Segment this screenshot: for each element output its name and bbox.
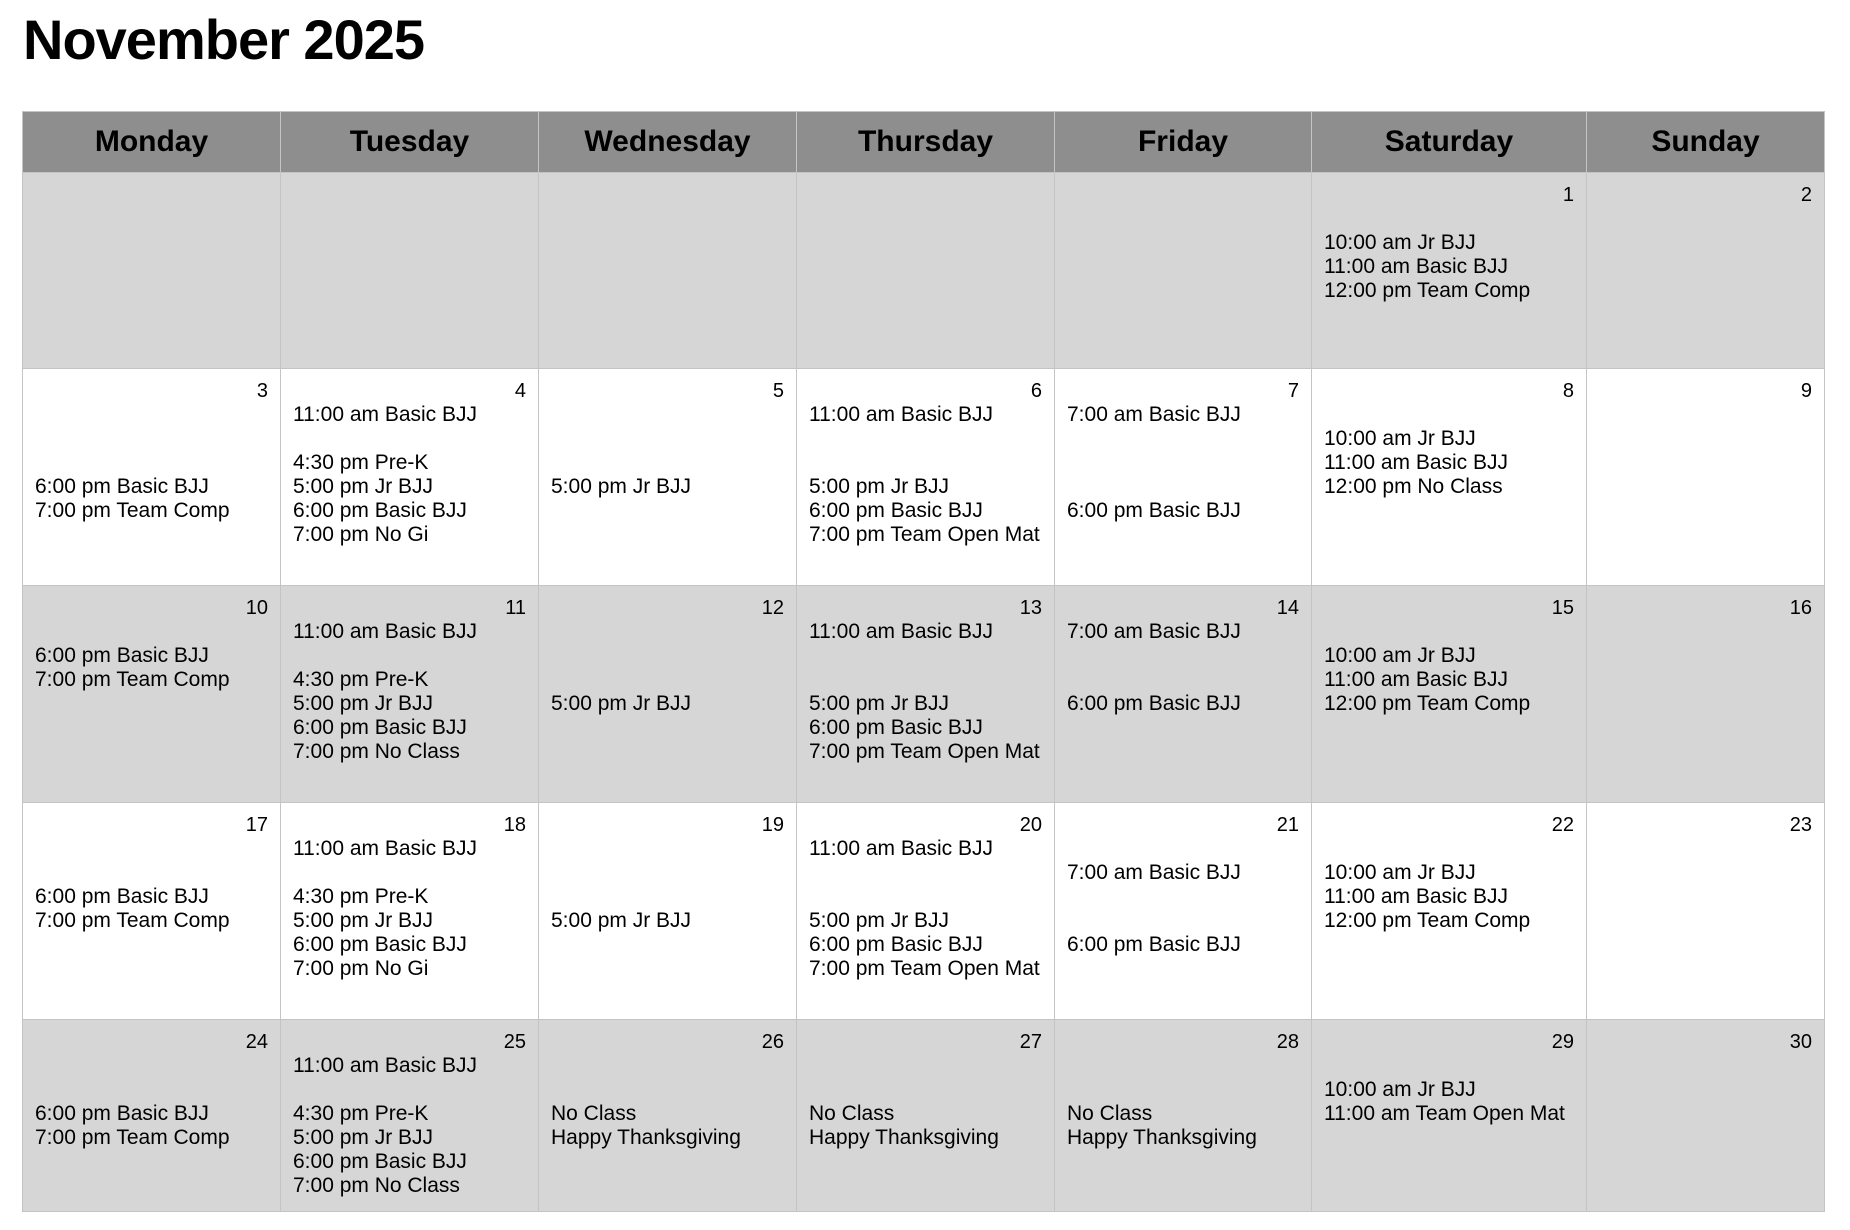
class-entry: 10:00 am Jr BJJ [1324,231,1476,254]
blank-line [551,837,786,861]
blank-line [551,427,786,451]
blank-line [35,837,270,861]
class-entry: 5:00 pm Jr BJJ [293,475,434,498]
day-number: 20 [1019,814,1042,836]
day-number: 19 [761,814,784,836]
week-row [23,1020,1825,1212]
day-cell-friday [1055,173,1312,369]
day-number: 16 [1789,597,1812,619]
class-entry: 10:00 am Jr BJJ [1324,644,1476,667]
blank-line [809,885,1044,909]
class-entry: 5:00 pm Jr BJJ [809,909,950,932]
class-entry: 6:00 pm Basic BJJ [809,933,983,956]
blank-line [551,668,786,692]
event-list [797,620,1054,764]
day-cell-saturday [1312,1020,1587,1212]
day-cell-monday [23,586,281,803]
class-entry: 7:00 pm No Gi [293,523,429,546]
weekday-header-saturday: Saturday [1312,112,1587,173]
blank-line [1067,668,1301,692]
class-entry: 5:00 pm Jr BJJ [293,909,434,932]
day-number [539,173,796,207]
class-entry: 10:00 am Jr BJJ [1324,427,1476,450]
class-entry: 5:00 pm Jr BJJ [551,475,692,498]
class-entry: 11:00 am Basic BJJ [809,403,994,426]
blank-line [809,668,1044,692]
class-entry: 6:00 pm Basic BJJ [1067,933,1241,956]
class-entry: Happy Thanksgiving [1067,1126,1257,1149]
day-cell-sunday [1587,803,1825,1020]
event-list [281,837,538,981]
class-entry: 7:00 pm No Class [293,1174,460,1197]
class-entry: 6:00 pm Basic BJJ [809,716,983,739]
day-number: 8 [1562,380,1574,402]
event-list [1055,620,1311,716]
event-list [797,403,1054,547]
class-entry: 6:00 pm Basic BJJ [293,1150,467,1173]
blank-line [35,1078,270,1102]
blank-line [551,1054,786,1078]
event-list [1312,837,1586,933]
event-list [1055,403,1311,523]
day-number: 10 [245,597,268,619]
day-number: 5 [772,380,784,402]
blank-line [1324,207,1576,231]
class-entry: Happy Thanksgiving [551,1126,741,1149]
blank-line [35,620,270,644]
day-number: 27 [1019,1031,1042,1053]
class-entry: 7:00 pm No Gi [293,957,429,980]
day-cell-tuesday [281,369,539,586]
day-number: 7 [1287,380,1299,402]
day-number: 9 [1800,380,1812,402]
class-entry: 7:00 pm Team Comp [35,1126,230,1149]
page-title: November 2025 [23,8,425,71]
class-entry: 6:00 pm Basic BJJ [293,499,467,522]
blank-line [293,644,528,668]
event-list [1312,620,1586,716]
blank-line [293,861,528,885]
class-entry: 4:30 pm Pre-K [293,668,429,691]
day-number: 26 [761,1031,784,1053]
day-cell-friday [1055,369,1312,586]
blank-line [809,1054,1044,1078]
event-list [1055,837,1311,957]
day-number [23,173,280,207]
day-cell-thursday [797,173,1055,369]
class-entry: 4:30 pm Pre-K [293,451,429,474]
blank-line [1067,837,1301,861]
day-cell-sunday [1587,1020,1825,1212]
day-number: 18 [503,814,526,836]
class-entry: 10:00 am Jr BJJ [1324,1078,1476,1101]
class-entry: 7:00 pm Team Comp [35,668,230,691]
day-cell-tuesday [281,803,539,1020]
weekday-header-thursday: Thursday [797,112,1055,173]
event-list [539,403,796,499]
class-entry: 11:00 am Basic BJJ [293,837,478,860]
day-cell-friday [1055,803,1312,1020]
class-entry: 6:00 pm Basic BJJ [35,475,209,498]
calendar-grid [22,111,1825,1212]
blank-line [35,403,270,427]
weekday-header-wednesday: Wednesday [539,112,797,173]
blank-line [809,644,1044,668]
class-entry: 6:00 pm Basic BJJ [809,499,983,522]
day-cell-monday [23,173,281,369]
event-list [797,1054,1054,1150]
class-entry: 7:00 am Basic BJJ [1067,620,1241,643]
class-entry: 11:00 am Basic BJJ [293,1054,478,1077]
class-entry: 7:00 am Basic BJJ [1067,861,1241,884]
day-number: 14 [1276,597,1299,619]
day-cell-monday [23,369,281,586]
day-number: 3 [256,380,268,402]
day-cell-thursday [797,803,1055,1020]
day-number: 1 [1562,184,1574,206]
day-number: 13 [1019,597,1042,619]
class-entry: 5:00 pm Jr BJJ [293,692,434,715]
class-entry: No Class [809,1102,895,1125]
class-entry: 6:00 pm Basic BJJ [1067,692,1241,715]
day-number: 30 [1789,1031,1812,1053]
day-cell-wednesday [539,369,797,586]
class-entry: 6:00 pm Basic BJJ [35,644,209,667]
class-entry: 11:00 am Basic BJJ [293,620,478,643]
day-cell-saturday [1312,803,1587,1020]
event-list [23,1054,280,1150]
class-entry: 12:00 pm Team Comp [1324,692,1531,715]
blank-line [551,885,786,909]
day-number: 15 [1551,597,1574,619]
event-list [23,837,280,933]
day-cell-sunday [1587,173,1825,369]
day-number: 23 [1789,814,1812,836]
class-entry: 7:00 am Basic BJJ [1067,403,1241,426]
day-number: 11 [505,597,526,619]
day-cell-monday [23,1020,281,1212]
blank-line [551,644,786,668]
day-cell-wednesday [539,173,797,369]
day-number: 25 [503,1031,526,1053]
weekday-header-tuesday: Tuesday [281,112,539,173]
blank-line [1067,1078,1301,1102]
class-entry: 12:00 pm Team Comp [1324,909,1531,932]
blank-line [1067,475,1301,499]
event-list [281,1054,538,1198]
day-number: 17 [245,814,268,836]
day-number [281,173,538,207]
class-entry: 7:00 pm Team Open Mat [809,957,1040,980]
event-list [1312,207,1586,303]
class-entry: 6:00 pm Basic BJJ [35,1102,209,1125]
day-cell-saturday [1312,586,1587,803]
day-cell-sunday [1587,369,1825,586]
class-entry: 4:30 pm Pre-K [293,1102,429,1125]
class-entry: 6:00 pm Basic BJJ [293,716,467,739]
class-entry: 6:00 pm Basic BJJ [35,885,209,908]
day-cell-tuesday [281,173,539,369]
class-entry: 11:00 am Basic BJJ [293,403,478,426]
class-entry: 10:00 am Jr BJJ [1324,861,1476,884]
weekday-header-row [23,112,1825,173]
day-cell-wednesday [539,1020,797,1212]
blank-line [1324,837,1576,861]
day-number [797,173,1054,207]
event-list [1312,1054,1586,1126]
class-entry: 11:00 am Basic BJJ [1324,668,1509,691]
event-list [539,837,796,933]
blank-line [1324,403,1576,427]
blank-line [293,1078,528,1102]
day-number: 6 [1030,380,1042,402]
day-cell-thursday [797,369,1055,586]
day-number: 29 [1551,1031,1574,1053]
weekday-header-sunday: Sunday [1587,112,1825,173]
blank-line [293,427,528,451]
day-cell-tuesday [281,1020,539,1212]
blank-line [1067,451,1301,475]
class-entry: 5:00 pm Jr BJJ [809,692,950,715]
day-cell-wednesday [539,803,797,1020]
blank-line [1067,909,1301,933]
class-entry: No Class [1067,1102,1153,1125]
day-cell-monday [23,803,281,1020]
event-list [797,837,1054,981]
day-cell-thursday [797,586,1055,803]
class-entry: 11:00 am Basic BJJ [1324,255,1509,278]
week-row [23,586,1825,803]
event-list [281,403,538,547]
blank-line [551,403,786,427]
day-number: 22 [1551,814,1574,836]
weekday-header-monday: Monday [23,112,281,173]
blank-line [551,451,786,475]
class-entry: 11:00 am Basic BJJ [1324,885,1509,908]
day-cell-thursday [797,1020,1055,1212]
class-entry: 7:00 pm No Class [293,740,460,763]
class-entry: 11:00 am Basic BJJ [809,620,994,643]
week-row [23,803,1825,1020]
blank-line [35,1054,270,1078]
event-list [1312,403,1586,499]
day-cell-tuesday [281,586,539,803]
blank-line [551,620,786,644]
day-cell-saturday [1312,369,1587,586]
blank-line [551,861,786,885]
class-entry: 11:00 am Basic BJJ [1324,451,1509,474]
class-entry: 5:00 pm Jr BJJ [551,692,692,715]
event-list [281,620,538,764]
class-entry: No Class [551,1102,637,1125]
class-entry: 6:00 pm Basic BJJ [1067,499,1241,522]
class-entry: 12:00 pm Team Comp [1324,279,1531,302]
day-number: 12 [761,597,784,619]
class-entry: 7:00 pm Team Comp [35,499,230,522]
week-row [23,369,1825,586]
blank-line [1067,885,1301,909]
class-entry: 11:00 am Basic BJJ [809,837,994,860]
day-number [1055,173,1311,207]
blank-line [1324,1054,1576,1078]
class-entry: 4:30 pm Pre-K [293,885,429,908]
class-entry: 7:00 pm Team Open Mat [809,523,1040,546]
week-row [23,173,1825,369]
event-list [1055,1054,1311,1150]
class-entry: 5:00 pm Jr BJJ [809,475,950,498]
event-list [23,403,280,523]
blank-line [809,427,1044,451]
blank-line [809,1078,1044,1102]
day-cell-sunday [1587,586,1825,803]
class-entry: 7:00 pm Team Comp [35,909,230,932]
day-number: 21 [1276,814,1299,836]
event-list [23,620,280,692]
class-entry: 5:00 pm Jr BJJ [551,909,692,932]
blank-line [809,861,1044,885]
class-entry: 7:00 pm Team Open Mat [809,740,1040,763]
day-cell-saturday [1312,173,1587,369]
blank-line [809,451,1044,475]
class-entry: 6:00 pm Basic BJJ [293,933,467,956]
blank-line [1067,427,1301,451]
day-number: 24 [245,1031,268,1053]
class-entry: 11:00 am Team Open Mat [1324,1102,1565,1125]
class-entry: 12:00 pm No Class [1324,475,1503,498]
day-cell-friday [1055,1020,1312,1212]
day-number: 28 [1276,1031,1299,1053]
blank-line [35,427,270,451]
day-number: 2 [1800,184,1812,206]
class-entry: Happy Thanksgiving [809,1126,999,1149]
day-cell-friday [1055,586,1312,803]
event-list [539,620,796,716]
blank-line [1067,1054,1301,1078]
event-list [539,1054,796,1150]
blank-line [35,451,270,475]
blank-line [35,861,270,885]
blank-line [1324,620,1576,644]
blank-line [551,1078,786,1102]
blank-line [1067,644,1301,668]
day-cell-wednesday [539,586,797,803]
weekday-header-friday: Friday [1055,112,1312,173]
day-number: 4 [514,380,526,402]
class-entry: 5:00 pm Jr BJJ [293,1126,434,1149]
